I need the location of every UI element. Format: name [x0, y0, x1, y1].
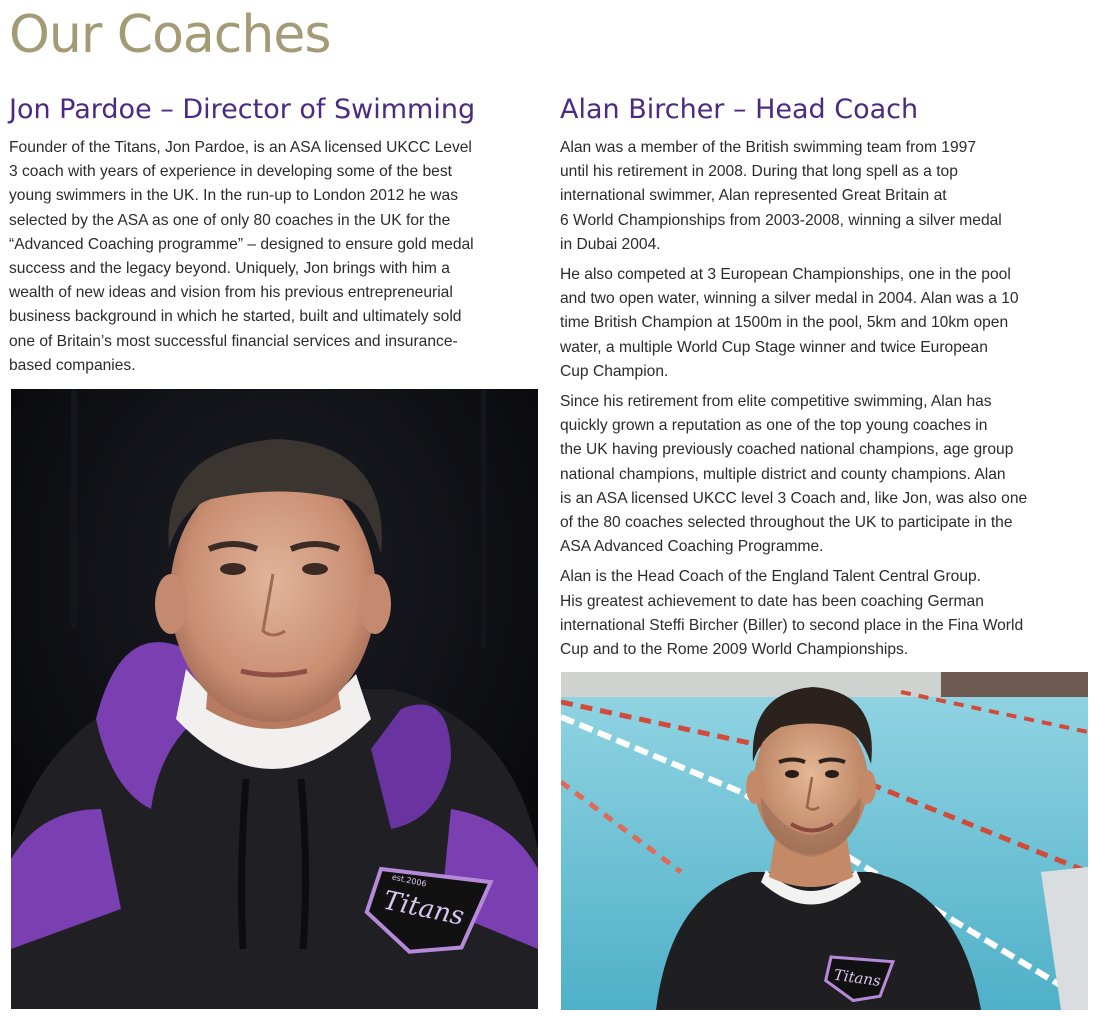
titans-logo-text: Titans [380, 885, 467, 932]
bio-line: young swimmers in the UK. In the run-up to London 2012 he was [9, 187, 459, 205]
bio-paragraph [9, 136, 541, 378]
bio-line: selected by the ASA as one of only 80 coaches in the UK for the [9, 211, 451, 229]
coach-photo-jon [11, 389, 538, 1009]
bio-line: success and the legacy beyond. Uniquely, Jon brings with him a [9, 260, 450, 278]
bio-line: quickly grown a reputation as one of the top young coaches in [560, 417, 988, 435]
bio-line: His greatest achievement to date has been coaching German [560, 592, 984, 610]
bio-paragraph [560, 263, 1092, 384]
bio-paragraph [560, 565, 1092, 662]
coach-photo-alan [561, 672, 1088, 1010]
bio-line: is an ASA licensed UKCC level 3 Coach and, like Jon, was also one [560, 489, 1028, 507]
bio-line: Founder of the Titans, Jon Pardoe, is an ASA licensed UKCC Level [9, 139, 472, 156]
bio-line: Alan was a member of the British swimming team from 1997 [560, 139, 976, 156]
bio-line: based companies. [9, 356, 136, 374]
bio-line: 6 World Championships from 2003-2008, winning a silver medal [560, 211, 1002, 229]
bio-line: international Steffi Bircher (Biller) to second place in the Fina World [560, 616, 1024, 634]
bio-line: and two open water, winning a silver medal in 2004. Alan was a 10 [560, 290, 1019, 308]
bio-line: Cup Champion. [560, 362, 669, 380]
bio-line: ASA Advanced Coaching Programme. [560, 538, 824, 556]
bio-line: time British Champion at 1500m in the pool, 5km and 10km open [560, 314, 1009, 332]
bio-line: one of Britain’s most successful financial services and insurance- [9, 332, 458, 350]
page-title: Our Coaches [9, 5, 331, 65]
bio-line: national champions, multiple district and county champions. Alan [560, 465, 1006, 483]
coach-heading-jon: Jon Pardoe – Director of Swimming [9, 94, 476, 125]
bio-line: of the 80 coaches selected throughout the UK to participate in the [560, 514, 1013, 532]
bio-paragraph [560, 136, 1092, 257]
portrait-illustration [561, 672, 1088, 1010]
bio-line: 3 coach with years of experience in developing some of the best [9, 163, 452, 181]
bio-line: international swimmer, Alan represented Great Britain at [560, 187, 947, 205]
coach-section-alan [560, 92, 1092, 668]
bio-line: water, a multiple World Cup Stage winner and twice European [560, 338, 988, 356]
bio-line: Since his retirement from elite competitive swimming, Alan has [560, 393, 992, 411]
bio-line: wealth of new ideas and vision from his previous entrepreneurial [9, 284, 453, 302]
bio-line: “Advanced Coaching programme” – designed to ensure gold medal [9, 235, 474, 253]
bio-line: He also competed at 3 European Championships, one in the pool [560, 266, 1011, 284]
bio-line: Cup and to the Rome 2009 World Championships. [560, 641, 909, 659]
bio-line: the UK having previously coached national champions, age group [560, 441, 1014, 459]
coach-heading-alan: Alan Bircher – Head Coach [560, 94, 919, 125]
portrait-illustration [11, 389, 538, 1009]
titans-logo-text: Titans [832, 965, 882, 991]
bio-paragraph [560, 390, 1092, 559]
bio-line: business background in which he started, built and ultimately sold [9, 308, 462, 326]
bio-line: in Dubai 2004. [560, 235, 661, 253]
bio-line: Alan is the Head Coach of the England Talent Central Group. [560, 568, 982, 586]
titans-logo-small-text: est.2006 [391, 872, 428, 889]
coach-section-jon [9, 92, 541, 384]
bio-line: until his retirement in 2008. During that long spell as a top [560, 163, 958, 181]
